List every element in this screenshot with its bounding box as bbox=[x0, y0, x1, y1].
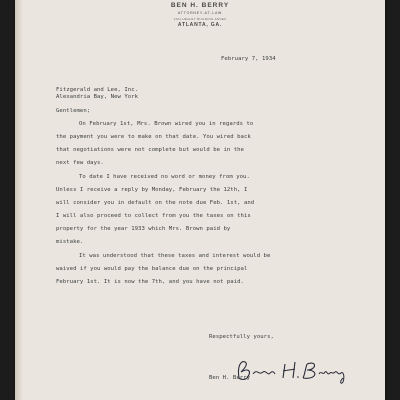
letterhead-city: ATLANTA, GA. bbox=[177, 22, 223, 28]
letter-date: February 7, 1934 bbox=[221, 56, 276, 62]
paragraph-3-line: February 1st. It is now the 7th, and you have not paid. bbox=[56, 279, 244, 285]
paragraph-2-line: mistake. bbox=[56, 239, 84, 245]
letterhead-title: ATTORNEY-AT-LAW bbox=[177, 11, 223, 15]
letterhead-address: 1101 HEALEY BUILDING ANNEX bbox=[173, 17, 227, 21]
recipient-line-1: Fitzgerald and Lee, Inc. bbox=[56, 87, 139, 93]
letter-page bbox=[15, 0, 385, 400]
paper-edge-shading bbox=[15, 0, 23, 400]
paragraph-3-line: It was understood that these taxes and interest would be bbox=[79, 253, 271, 259]
paragraph-2-line: will consider you in default on the note due Feb. 1st, and bbox=[56, 200, 255, 206]
paragraph-1-line: On February 1st, Mrs. Brown wired you in regards to bbox=[79, 121, 254, 127]
handwritten-signature bbox=[233, 356, 353, 386]
salutation: Gentlemen; bbox=[56, 108, 91, 114]
recipient-line-2: Alexandria Bay, New York bbox=[56, 94, 139, 100]
paragraph-2-line: property for the year 1933 which Mrs. Brown paid by bbox=[56, 226, 231, 232]
signature-name: Ben H. Berry bbox=[209, 375, 251, 381]
letterhead-name: BEN H. BERRY bbox=[170, 2, 230, 9]
paragraph-2-line: Unless I receive a reply by Monday, February the 12th, I bbox=[56, 187, 248, 193]
paragraph-3-line: waived if you would pay the balance due on the principal bbox=[56, 266, 248, 272]
closing: Respectfully yours, bbox=[209, 334, 274, 340]
paragraph-1-line: that negotiations were not complete but would be in the bbox=[56, 147, 244, 153]
paragraph-1-line: next few days. bbox=[56, 160, 104, 166]
paragraph-2-line: I will also proceed to collect from you the taxes on this bbox=[56, 213, 251, 219]
paragraph-1-line: the payment you were to make on that date. You wired back bbox=[56, 134, 251, 140]
paragraph-2-line: To date I have received no word or money from you. bbox=[79, 174, 250, 180]
